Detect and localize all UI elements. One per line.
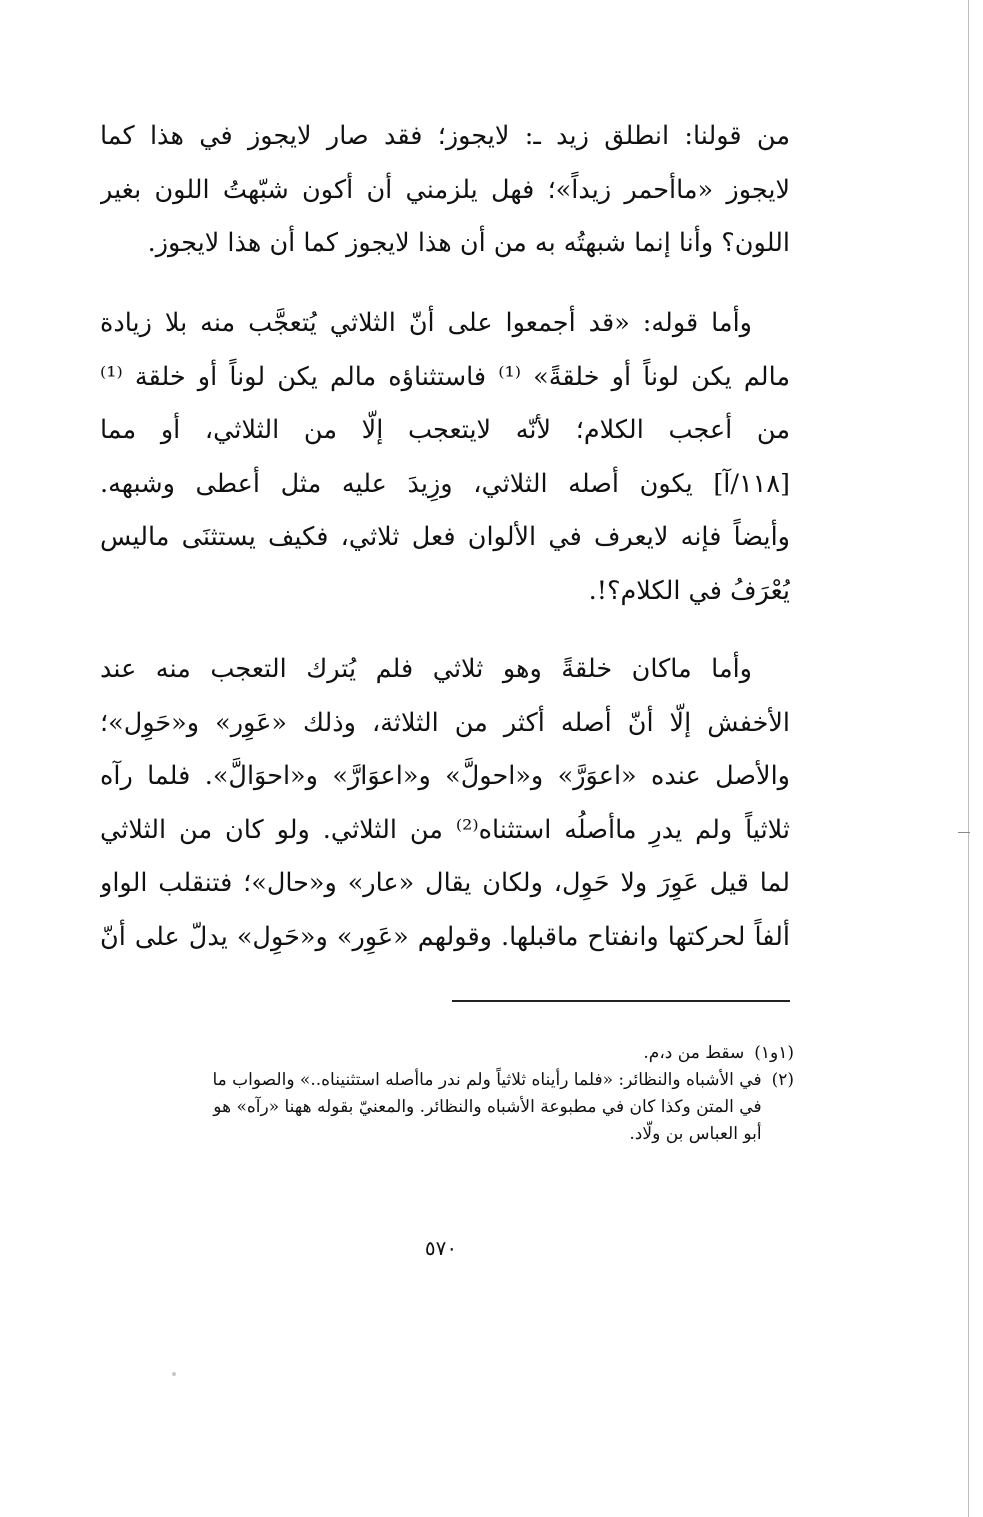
text-line: اللون؟ وأنا إنما شبهتُه به من أن هذا لايجوز كما أن هذا لايجوز. [147,228,790,258]
text-line: مالم يكن لوناً أو خلقةً» ⁽¹⁾ فاستثناؤه مالم يكن لوناً أو خلقة ⁽¹⁾ [100,361,790,392]
footnote-line: في الأشباه والنظائر: «فلما رأيناه ثلاثياً ولم ندر ماأصله استثنيناه..» والصواب ما [212,1070,762,1090]
footnote-line: أبو العباس بن ولّاد. [629,1124,762,1144]
footnote-text [100,1040,744,1067]
text-line: من قولنا: انطلق زيد ـ: لايجوز؛ فقد صار لايجوز في هذا كما [100,121,790,151]
footnote-1 [100,1040,794,1067]
footnote-marker: (٢) [771,1070,794,1090]
footnote-text [100,1067,762,1148]
text-line: وأما قوله: «قد أجمعوا على أنّ الثلاثي يُتعجَّب منه بلا زيادة [100,308,752,338]
text-line: يُعْرَفُ في الكلام؟!. [588,575,790,606]
text-line: الأخفش إلّا أنّ أصله أكثر من الثلاثة، وذلك «عَوِر» و«حَوِل»؛ [100,707,790,738]
text-line: وأيضاً فإنه لايعرف في الألوان فعل ثلاثي، فكيف يستثنَى ماليس [100,522,790,552]
text-line: والأصل عنده «اعوَرَّ» و«احولَّ» و«اعوَارَّ» و«احوَالَّ». فلما رآه [100,761,790,791]
scan-speck [172,1372,176,1376]
page-number: ٥٧٠ [424,1236,458,1260]
page-edge-tick [958,832,970,833]
text-line: لما قيل عَوِرَ ولا حَوِل، ولكان يقال «عار» و«حال»؛ فتنقلب الواو [100,868,790,898]
text-line: ألفاً لحركتها وانفتاح ماقبلها. وقولهم «عَوِر» و«حَوِل» يدلّ على أنّ [100,921,790,952]
footnote-line: سقط من د،م. [643,1043,745,1063]
footnote-marker: (١و١) [754,1043,794,1063]
paragraph-3 [100,643,790,964]
footnote-separator [452,1000,790,1002]
page-edge-line [968,0,969,1517]
footnotes [100,1040,794,1148]
paragraph-2 [100,297,790,618]
text-line: ثلاثياً ولم يدرِ ماأصلُه استثناه⁽²⁾ من الثلاثي. ولو كان من الثلاثي [100,814,790,845]
text-line: [١١٨/آ] يكون أصله الثلاثي، وزِيدَ عليه مثل أعطى وشبهه. [100,468,790,499]
text-line: من أعجب الكلام؛ لأنّه لايتعجب إلّا من الثلاثي، أو مما [100,415,790,445]
text-line: لايجوز «ماأحمر زيداً»؛ فهل يلزمني أن أكون شبّهتُ اللون بغير [100,174,790,205]
footnote-line: في المتن وكذا كان في مطبوعة الأشباه والنظائر. والمعنيّ بقوله ههنا «رآه» هو [213,1097,762,1117]
paragraph-1 [100,110,790,271]
footnote-2 [100,1067,794,1148]
text-line: وأما ماكان خلقةً وهو ثلاثي فلم يُترك التعجب منه عند [100,654,752,684]
